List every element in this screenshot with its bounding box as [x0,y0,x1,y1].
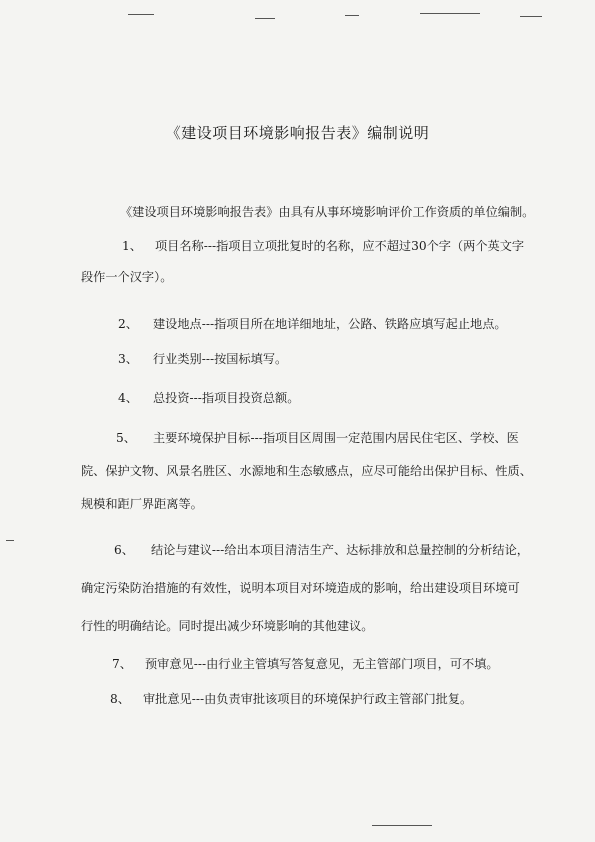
scan-mark [128,14,154,15]
item-text: 院、保护文物、风景名胜区、水源地和生态敏感点，应尽可能给出保护目标、性质、 [81,464,532,478]
item-number: 1、 [122,239,142,253]
scan-mark [520,16,542,17]
item-number: 8、 [110,692,130,706]
item-number: 6、 [114,543,134,557]
scan-mark [255,18,275,19]
item-text: 段作一个汉字）。 [81,270,173,284]
item-text: 主要环境保护目标---指项目区周围一定范围内居民住宅区、学校、医 [153,431,519,445]
scan-mark [420,13,480,14]
item-text: 项目名称---指项目立项批复时的名称，应不超过30个字（两个英文字 [155,239,525,253]
item-text: 建设地点---指项目所在地详细地址，公路、铁路应填写起止地点。 [153,317,507,331]
item-text: 结论与建议---给出本项目清洁生产、达标排放和总量控制的分析结论， [151,543,529,557]
item-text: 审批意见---由负责审批该项目的环境保护行政主管部门批复。 [143,692,473,706]
page-title: 《建设项目环境影响报告表》编制说明 [165,124,430,142]
item-text: 预审意见---由行业主管填写答复意见，无主管部门项目，可不填。 [145,657,499,671]
item-number: 4、 [118,391,138,405]
scan-mark [345,15,359,16]
item-text: 规模和距厂界距离等。 [81,497,203,511]
item-text: 确定污染防治措施的有效性，说明本项目对环境造成的影响，给出建设项目环境可 [81,581,520,595]
intro-text: 《建设项目环境影响报告表》由具有从事环境影响评价工作资质的单位编制。 [120,205,535,219]
item-number: 5、 [116,431,136,445]
item-number: 3、 [118,352,138,366]
item-number: 7、 [112,657,132,671]
item-text: 行性的明确结论。同时提出减少环境影响的其他建议。 [81,619,374,633]
scan-mark [372,825,432,826]
item-number: 2、 [118,317,138,331]
item-text: 总投资---指项目投资总额。 [153,391,300,405]
scan-mark [6,540,14,541]
item-text: 行业类别---按国标填写。 [153,352,288,366]
